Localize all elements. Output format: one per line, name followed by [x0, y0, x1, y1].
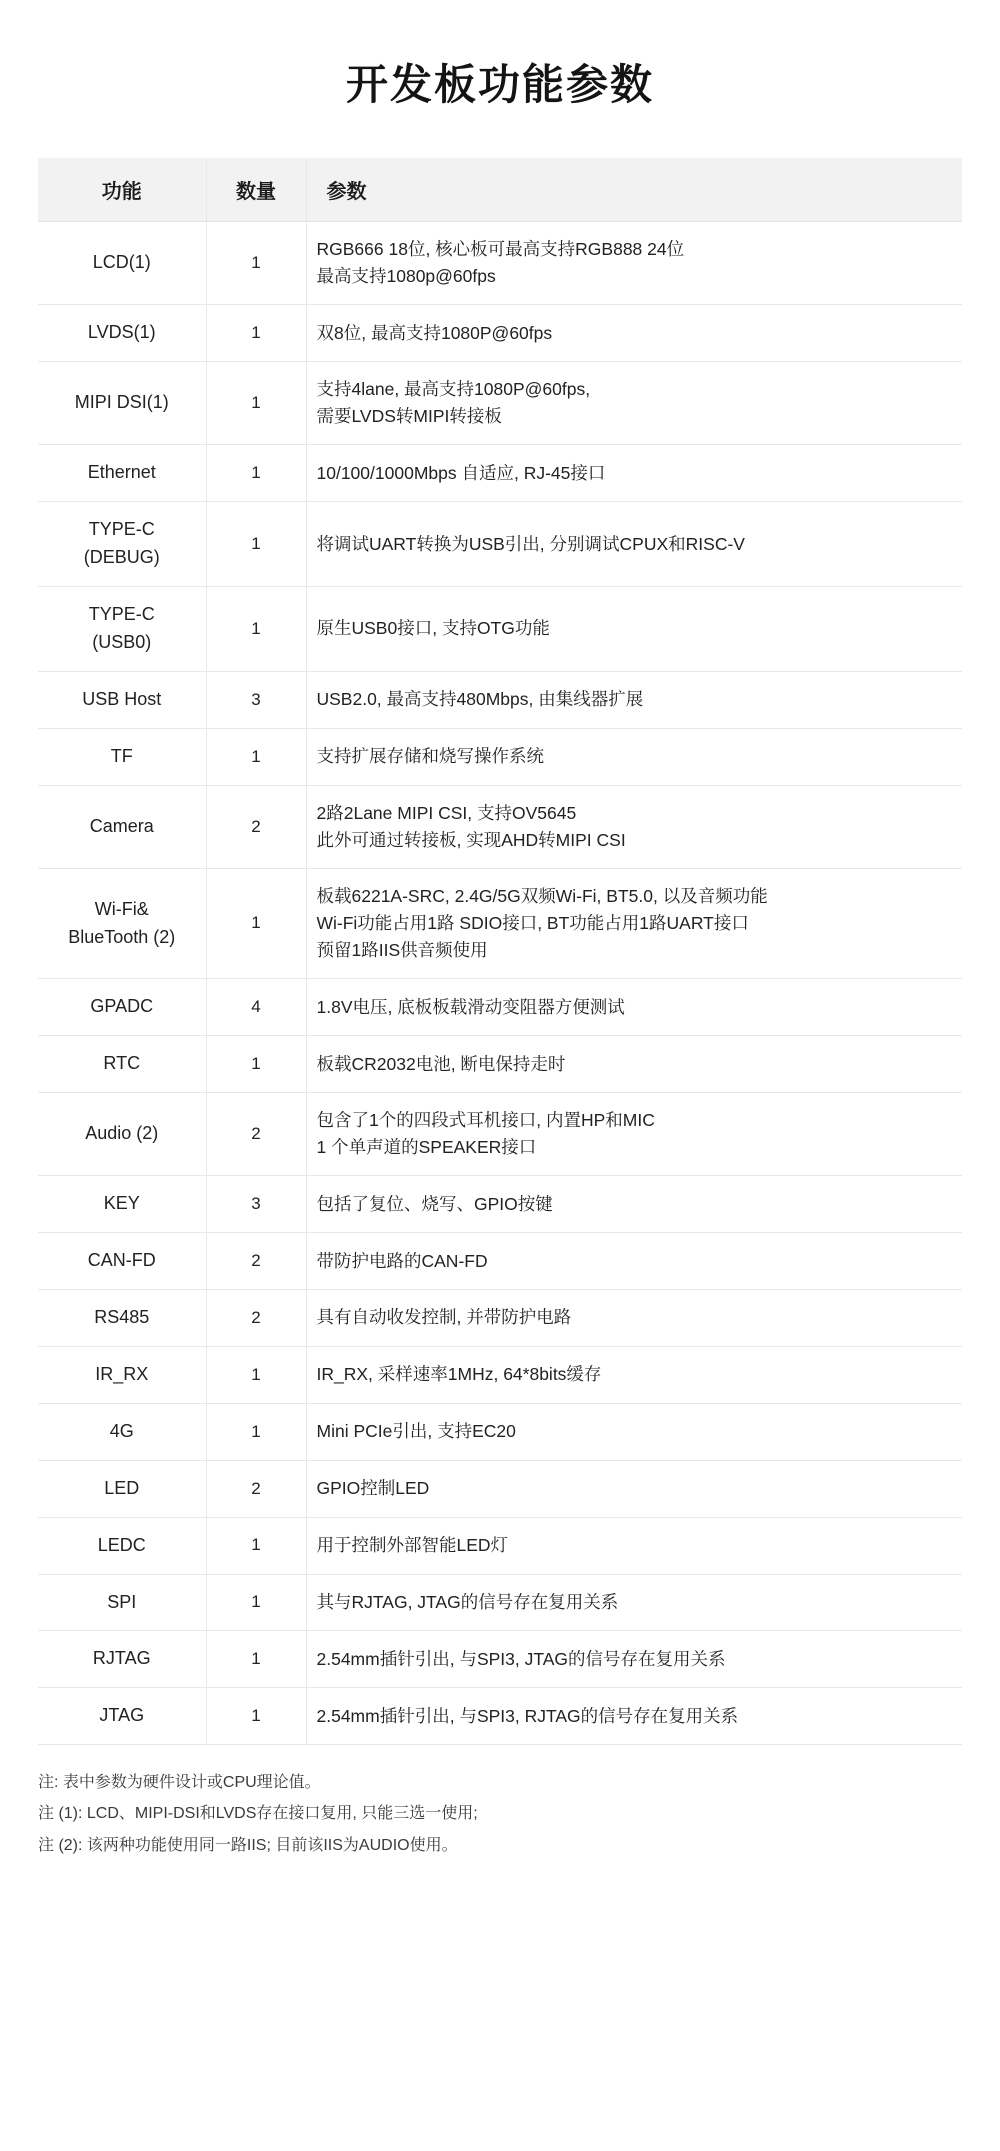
footnote: 注 (2): 该两种功能使用同一路IIS; 目前该IIS为AUDIO使用。 [38, 1836, 458, 1854]
cell-quantity: 1 [206, 1631, 306, 1688]
column-header-parameter: 参数 [306, 158, 962, 222]
table-row [38, 1233, 962, 1290]
cell-function: RS485 [38, 1290, 206, 1347]
cell-parameter: 板载CR2032电池, 断电保持走时 [306, 1036, 962, 1093]
cell-quantity: 1 [206, 1688, 306, 1745]
cell-quantity: 2 [206, 1290, 306, 1347]
cell-function: LEDC [38, 1517, 206, 1574]
cell-quantity: 1 [206, 1574, 306, 1631]
cell-quantity: 1 [206, 502, 306, 587]
cell-quantity: 1 [206, 1036, 306, 1093]
table-row [38, 222, 962, 305]
cell-parameter: USB2.0, 最高支持480Mbps, 由集线器扩展 [306, 671, 962, 728]
cell-quantity: 4 [206, 979, 306, 1036]
page-title: 开发板功能参数 [345, 61, 654, 108]
cell-function: TYPE-C (USB0) [38, 587, 206, 672]
cell-function: CAN-FD [38, 1233, 206, 1290]
table-row [38, 1688, 962, 1745]
table-row [38, 1346, 962, 1403]
table-row [38, 1403, 962, 1460]
cell-parameter: 2路2Lane MIPI CSI, 支持OV5645 此外可通过转接板, 实现AHD转MIPI CSI [306, 785, 962, 868]
cell-function: TYPE-C (DEBUG) [38, 502, 206, 587]
table-header-row [38, 158, 962, 222]
cell-quantity: 1 [206, 1403, 306, 1460]
cell-function: Camera [38, 785, 206, 868]
cell-parameter: Mini PCIe引出, 支持EC20 [306, 1403, 962, 1460]
cell-parameter: GPIO控制LED [306, 1460, 962, 1517]
spec-page [0, 52, 1000, 1861]
cell-quantity: 1 [206, 222, 306, 305]
cell-quantity: 1 [206, 362, 306, 445]
cell-function: LVDS(1) [38, 305, 206, 362]
cell-parameter: 将调试UART转换为USB引出, 分别调试CPUX和RISC-V [306, 502, 962, 587]
cell-parameter: 2.54mm插针引出, 与SPI3, RJTAG的信号存在复用关系 [306, 1688, 962, 1745]
cell-quantity: 1 [206, 1346, 306, 1403]
cell-function: Audio (2) [38, 1093, 206, 1176]
cell-function: USB Host [38, 671, 206, 728]
cell-parameter: 其与RJTAG, JTAG的信号存在复用关系 [306, 1574, 962, 1631]
cell-quantity: 2 [206, 1093, 306, 1176]
cell-parameter: 双8位, 最高支持1080P@60fps [306, 305, 962, 362]
table-row [38, 587, 962, 672]
cell-function: LED [38, 1460, 206, 1517]
table-body [38, 222, 962, 1745]
cell-function: IR_RX [38, 1346, 206, 1403]
cell-quantity: 1 [206, 1517, 306, 1574]
cell-parameter: 1.8V电压, 底板板载滑动变阻器方便测试 [306, 979, 962, 1036]
cell-quantity: 2 [206, 785, 306, 868]
table-row [38, 868, 962, 978]
cell-parameter: IR_RX, 采样速率1MHz, 64*8bits缓存 [306, 1346, 962, 1403]
table-row [38, 445, 962, 502]
cell-quantity: 1 [206, 445, 306, 502]
table-row [38, 785, 962, 868]
cell-quantity: 3 [206, 671, 306, 728]
cell-quantity: 1 [206, 868, 306, 978]
cell-function: JTAG [38, 1688, 206, 1745]
cell-function: MIPI DSI(1) [38, 362, 206, 445]
cell-quantity: 1 [206, 728, 306, 785]
table-header [38, 158, 962, 222]
cell-function: RTC [38, 1036, 206, 1093]
cell-parameter: 用于控制外部智能LED灯 [306, 1517, 962, 1574]
cell-parameter: 2.54mm插针引出, 与SPI3, JTAG的信号存在复用关系 [306, 1631, 962, 1688]
table-row [38, 362, 962, 445]
spec-table [38, 158, 962, 1745]
cell-quantity: 1 [206, 305, 306, 362]
cell-parameter: 具有自动收发控制, 并带防护电路 [306, 1290, 962, 1347]
cell-function: 4G [38, 1403, 206, 1460]
table-row [38, 305, 962, 362]
cell-parameter: 包含了1个的四段式耳机接口, 内置HP和MIC 1 个单声道的SPEAKER接口 [306, 1093, 962, 1176]
cell-parameter: 原生USB0接口, 支持OTG功能 [306, 587, 962, 672]
cell-parameter: 带防护电路的CAN-FD [306, 1233, 962, 1290]
column-header-quantity: 数量 [206, 158, 306, 222]
table-row [38, 1176, 962, 1233]
table-row [38, 1631, 962, 1688]
cell-function: Ethernet [38, 445, 206, 502]
footnote: 注 (1): LCD、MIPI-DSI和LVDS存在接口复用, 只能三选一使用; [38, 1805, 478, 1823]
cell-function: TF [38, 728, 206, 785]
table-row [38, 728, 962, 785]
cell-quantity: 2 [206, 1460, 306, 1517]
table-row [38, 1574, 962, 1631]
footnote: 注: 表中参数为硬件设计或CPU理论值。 [38, 1774, 321, 1792]
column-header-function: 功能 [38, 158, 206, 222]
table-row [38, 1093, 962, 1176]
cell-function: RJTAG [38, 1631, 206, 1688]
cell-parameter: 板载6221A-SRC, 2.4G/5G双频Wi-Fi, BT5.0, 以及音频功能 Wi-Fi功能占用1路 SDIO接口, BT功能占用1路UART接口 预留1路IIS供音频使用 [306, 868, 962, 978]
cell-function: KEY [38, 1176, 206, 1233]
footnotes [38, 1767, 962, 1861]
table-row [38, 502, 962, 587]
cell-quantity: 3 [206, 1176, 306, 1233]
cell-function: LCD(1) [38, 222, 206, 305]
table-row [38, 1460, 962, 1517]
cell-function: GPADC [38, 979, 206, 1036]
cell-parameter: 支持扩展存储和烧写操作系统 [306, 728, 962, 785]
cell-parameter: 支持4lane, 最高支持1080P@60fps, 需要LVDS转MIPI转接板 [306, 362, 962, 445]
cell-parameter: 包括了复位、烧写、GPIO按键 [306, 1176, 962, 1233]
table-row [38, 1517, 962, 1574]
cell-function: Wi-Fi& BlueTooth (2) [38, 868, 206, 978]
cell-quantity: 1 [206, 587, 306, 672]
cell-function: SPI [38, 1574, 206, 1631]
table-row [38, 671, 962, 728]
table-row [38, 979, 962, 1036]
cell-quantity: 2 [206, 1233, 306, 1290]
cell-parameter: 10/100/1000Mbps 自适应, RJ-45接口 [306, 445, 962, 502]
table-row [38, 1290, 962, 1347]
cell-parameter: RGB666 18位, 核心板可最高支持RGB888 24位 最高支持1080p@60fps [306, 222, 962, 305]
table-row [38, 1036, 962, 1093]
